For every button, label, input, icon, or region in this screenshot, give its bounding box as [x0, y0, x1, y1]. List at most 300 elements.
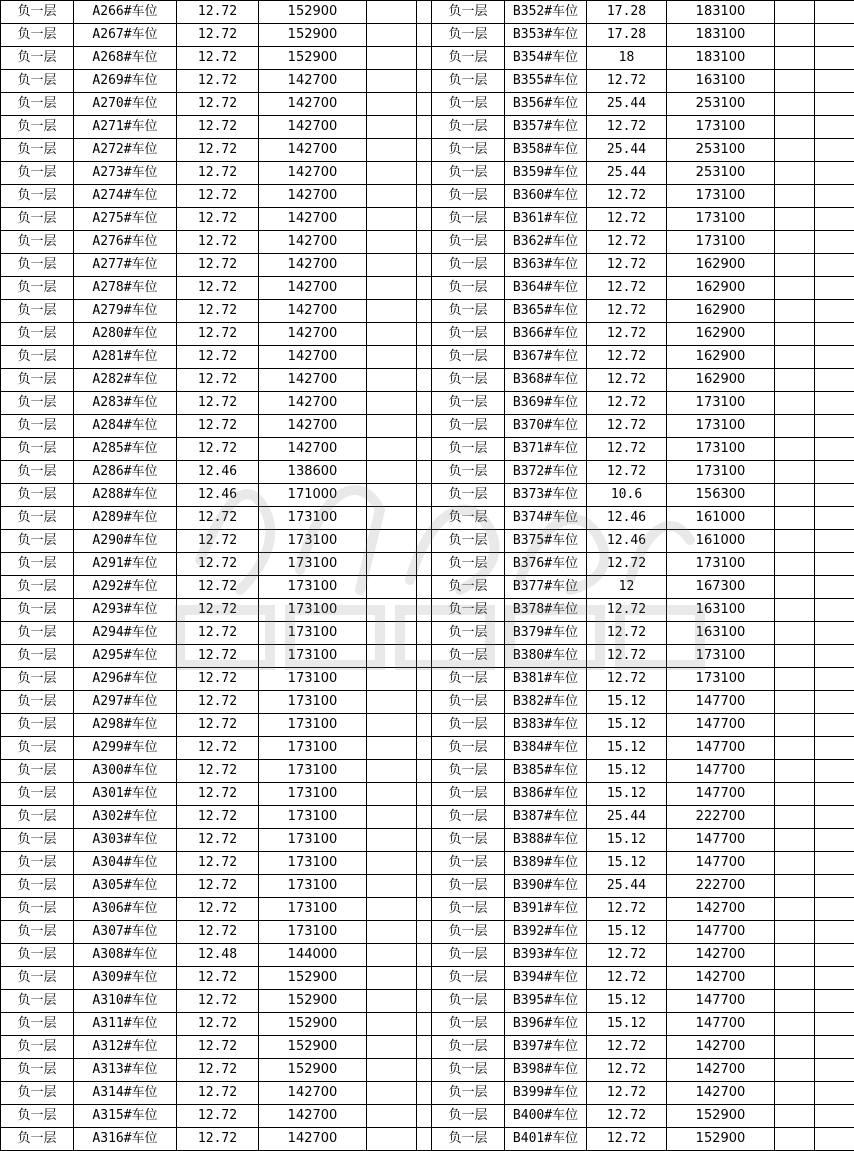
empty-cell: [775, 392, 815, 415]
empty-cell: [815, 139, 854, 162]
floor-cell: 负一层: [432, 668, 505, 691]
price-cell: 173100: [259, 829, 367, 852]
floor-cell: 负一层: [432, 898, 505, 921]
space-cell: B375#车位: [505, 530, 587, 553]
floor-cell: 负一层: [432, 185, 505, 208]
area-cell: 12.72: [177, 783, 259, 806]
empty-cell: [417, 806, 432, 829]
price-cell: 152900: [259, 24, 367, 47]
area-cell: 12.72: [177, 254, 259, 277]
table-row: [1, 990, 854, 1013]
empty-cell: [417, 783, 432, 806]
empty-cell: [367, 898, 417, 921]
price-cell: 173100: [259, 599, 367, 622]
empty-cell: [367, 1, 417, 24]
area-cell: 12.72: [587, 553, 667, 576]
table-row: [1, 668, 854, 691]
price-cell: 173100: [667, 185, 775, 208]
space-cell: A273#车位: [74, 162, 177, 185]
floor-cell: 负一层: [432, 530, 505, 553]
price-cell: 144000: [259, 944, 367, 967]
floor-cell: 负一层: [432, 254, 505, 277]
empty-cell: [775, 369, 815, 392]
area-cell: 12.72: [177, 1105, 259, 1128]
area-cell: 12.72: [177, 760, 259, 783]
area-cell: 12.72: [177, 852, 259, 875]
empty-cell: [775, 461, 815, 484]
empty-cell: [417, 346, 432, 369]
empty-cell: [815, 875, 854, 898]
empty-cell: [815, 461, 854, 484]
area-cell: 12.72: [587, 392, 667, 415]
empty-cell: [367, 737, 417, 760]
space-cell: B370#车位: [505, 415, 587, 438]
empty-cell: [775, 737, 815, 760]
empty-cell: [417, 323, 432, 346]
space-cell: B352#车位: [505, 1, 587, 24]
table-row: [1, 1, 854, 24]
price-cell: 142700: [667, 1059, 775, 1082]
price-cell: 142700: [259, 139, 367, 162]
area-cell: 12.72: [177, 24, 259, 47]
empty-cell: [417, 139, 432, 162]
empty-cell: [815, 645, 854, 668]
empty-cell: [815, 438, 854, 461]
area-cell: 12.72: [177, 277, 259, 300]
empty-cell: [815, 47, 854, 70]
area-cell: 25.44: [587, 93, 667, 116]
area-cell: 12.72: [587, 116, 667, 139]
space-cell: B378#车位: [505, 599, 587, 622]
area-cell: 12.72: [587, 208, 667, 231]
empty-cell: [367, 392, 417, 415]
price-cell: 147700: [667, 714, 775, 737]
empty-cell: [815, 208, 854, 231]
empty-cell: [775, 438, 815, 461]
price-cell: 162900: [667, 300, 775, 323]
table-row: [1, 139, 854, 162]
price-cell: 173100: [259, 737, 367, 760]
empty-cell: [775, 714, 815, 737]
empty-cell: [367, 1128, 417, 1151]
empty-cell: [417, 254, 432, 277]
floor-cell: 负一层: [432, 1082, 505, 1105]
area-cell: 12.72: [587, 323, 667, 346]
floor-cell: 负一层: [1, 875, 74, 898]
empty-cell: [417, 461, 432, 484]
empty-cell: [367, 1013, 417, 1036]
space-cell: B398#车位: [505, 1059, 587, 1082]
area-cell: 12.72: [177, 622, 259, 645]
table-row: [1, 1128, 854, 1151]
price-cell: 173100: [259, 553, 367, 576]
floor-cell: 负一层: [1, 415, 74, 438]
empty-cell: [417, 1, 432, 24]
empty-cell: [815, 530, 854, 553]
area-cell: 12.72: [177, 829, 259, 852]
floor-cell: 负一层: [432, 967, 505, 990]
price-cell: 183100: [667, 24, 775, 47]
area-cell: 12.72: [177, 392, 259, 415]
floor-cell: 负一层: [1, 1, 74, 24]
space-cell: A299#车位: [74, 737, 177, 760]
space-cell: B385#车位: [505, 760, 587, 783]
price-cell: 253100: [667, 93, 775, 116]
price-cell: 253100: [667, 139, 775, 162]
price-cell: 142700: [259, 116, 367, 139]
price-cell: 142700: [259, 300, 367, 323]
area-cell: 25.44: [587, 875, 667, 898]
empty-cell: [775, 139, 815, 162]
area-cell: 12.72: [587, 599, 667, 622]
space-cell: B363#车位: [505, 254, 587, 277]
empty-cell: [815, 507, 854, 530]
floor-cell: 负一层: [1, 93, 74, 116]
table-row: [1, 783, 854, 806]
empty-cell: [367, 921, 417, 944]
floor-cell: 负一层: [432, 760, 505, 783]
table-row: [1, 346, 854, 369]
area-cell: 12.72: [587, 231, 667, 254]
space-cell: A274#车位: [74, 185, 177, 208]
space-cell: A280#车位: [74, 323, 177, 346]
price-cell: 173100: [259, 507, 367, 530]
area-cell: 25.44: [587, 139, 667, 162]
empty-cell: [815, 967, 854, 990]
empty-cell: [815, 116, 854, 139]
price-cell: 142700: [259, 1128, 367, 1151]
empty-cell: [417, 553, 432, 576]
empty-cell: [367, 300, 417, 323]
floor-cell: 负一层: [432, 1013, 505, 1036]
empty-cell: [367, 93, 417, 116]
floor-cell: 负一层: [1, 392, 74, 415]
floor-cell: 负一层: [432, 24, 505, 47]
area-cell: 12.72: [587, 898, 667, 921]
empty-cell: [815, 553, 854, 576]
area-cell: 17.28: [587, 1, 667, 24]
table-row: [1, 507, 854, 530]
empty-cell: [815, 185, 854, 208]
floor-cell: 负一层: [432, 415, 505, 438]
area-cell: 15.12: [587, 760, 667, 783]
area-cell: 12.72: [587, 1036, 667, 1059]
table-row: [1, 484, 854, 507]
price-cell: 147700: [667, 737, 775, 760]
empty-cell: [815, 806, 854, 829]
empty-cell: [417, 369, 432, 392]
floor-cell: 负一层: [432, 300, 505, 323]
space-cell: A278#车位: [74, 277, 177, 300]
empty-cell: [367, 1059, 417, 1082]
empty-cell: [417, 1059, 432, 1082]
empty-cell: [815, 852, 854, 875]
floor-cell: 负一层: [432, 438, 505, 461]
empty-cell: [775, 1059, 815, 1082]
price-cell: 142700: [259, 277, 367, 300]
empty-cell: [417, 93, 432, 116]
empty-cell: [417, 737, 432, 760]
empty-cell: [775, 1128, 815, 1151]
empty-cell: [775, 990, 815, 1013]
floor-cell: 负一层: [432, 599, 505, 622]
area-cell: 15.12: [587, 990, 667, 1013]
space-cell: B382#车位: [505, 691, 587, 714]
empty-cell: [815, 300, 854, 323]
table-row: [1, 530, 854, 553]
space-cell: A268#车位: [74, 47, 177, 70]
price-cell: 183100: [667, 1, 775, 24]
area-cell: 12.72: [587, 1059, 667, 1082]
space-cell: B356#车位: [505, 93, 587, 116]
floor-cell: 负一层: [1, 553, 74, 576]
floor-cell: 负一层: [432, 576, 505, 599]
space-cell: B362#车位: [505, 231, 587, 254]
empty-cell: [417, 392, 432, 415]
area-cell: 12.72: [587, 300, 667, 323]
price-cell: 162900: [667, 277, 775, 300]
empty-cell: [775, 944, 815, 967]
floor-cell: 负一层: [1, 1036, 74, 1059]
empty-cell: [775, 921, 815, 944]
area-cell: 12.72: [177, 553, 259, 576]
space-cell: B394#车位: [505, 967, 587, 990]
space-cell: B373#车位: [505, 484, 587, 507]
floor-cell: 负一层: [432, 645, 505, 668]
empty-cell: [775, 415, 815, 438]
space-cell: B367#车位: [505, 346, 587, 369]
empty-cell: [417, 760, 432, 783]
price-cell: 161000: [667, 507, 775, 530]
price-cell: 173100: [259, 576, 367, 599]
area-cell: 15.12: [587, 737, 667, 760]
price-cell: 222700: [667, 806, 775, 829]
floor-cell: 负一层: [1, 1105, 74, 1128]
space-cell: A297#车位: [74, 691, 177, 714]
empty-cell: [815, 898, 854, 921]
space-cell: B359#车位: [505, 162, 587, 185]
empty-cell: [367, 70, 417, 93]
table-row: [1, 829, 854, 852]
empty-cell: [367, 645, 417, 668]
floor-cell: 负一层: [432, 622, 505, 645]
area-cell: 12.72: [177, 369, 259, 392]
empty-cell: [417, 898, 432, 921]
floor-cell: 负一层: [432, 1, 505, 24]
empty-cell: [367, 806, 417, 829]
empty-cell: [417, 1082, 432, 1105]
empty-cell: [775, 806, 815, 829]
price-cell: 173100: [259, 622, 367, 645]
space-cell: B384#车位: [505, 737, 587, 760]
space-cell: A272#车位: [74, 139, 177, 162]
floor-cell: 负一层: [1, 185, 74, 208]
space-cell: A309#车位: [74, 967, 177, 990]
empty-cell: [815, 231, 854, 254]
floor-cell: 负一层: [432, 921, 505, 944]
space-cell: B401#车位: [505, 1128, 587, 1151]
space-cell: B372#车位: [505, 461, 587, 484]
empty-cell: [815, 1128, 854, 1151]
area-cell: 15.12: [587, 691, 667, 714]
space-cell: B389#车位: [505, 852, 587, 875]
area-cell: 12.72: [177, 323, 259, 346]
empty-cell: [367, 1036, 417, 1059]
space-cell: A296#车位: [74, 668, 177, 691]
space-cell: A289#车位: [74, 507, 177, 530]
price-cell: 152900: [667, 1128, 775, 1151]
table-row: [1, 1036, 854, 1059]
area-cell: 12.72: [587, 254, 667, 277]
floor-cell: 负一层: [432, 990, 505, 1013]
empty-cell: [815, 323, 854, 346]
empty-cell: [815, 599, 854, 622]
space-cell: B395#车位: [505, 990, 587, 1013]
floor-cell: 负一层: [1, 967, 74, 990]
space-cell: B376#车位: [505, 553, 587, 576]
space-cell: A281#车位: [74, 346, 177, 369]
price-cell: 147700: [667, 921, 775, 944]
price-cell: 173100: [259, 921, 367, 944]
empty-cell: [775, 783, 815, 806]
empty-cell: [367, 185, 417, 208]
empty-cell: [815, 484, 854, 507]
empty-cell: [417, 208, 432, 231]
space-cell: A283#车位: [74, 392, 177, 415]
table-row: [1, 921, 854, 944]
space-cell: B364#车位: [505, 277, 587, 300]
floor-cell: 负一层: [1, 277, 74, 300]
area-cell: 12.72: [177, 875, 259, 898]
price-cell: 173100: [259, 806, 367, 829]
floor-cell: 负一层: [1, 507, 74, 530]
space-cell: A302#车位: [74, 806, 177, 829]
price-cell: 162900: [667, 346, 775, 369]
area-cell: 12.72: [177, 599, 259, 622]
empty-cell: [775, 691, 815, 714]
empty-cell: [775, 185, 815, 208]
floor-cell: 负一层: [432, 484, 505, 507]
empty-cell: [775, 898, 815, 921]
table-row: [1, 944, 854, 967]
floor-cell: 负一层: [1, 921, 74, 944]
empty-cell: [367, 1105, 417, 1128]
empty-cell: [775, 1, 815, 24]
area-cell: 12.72: [587, 668, 667, 691]
empty-cell: [367, 208, 417, 231]
empty-cell: [775, 576, 815, 599]
floor-cell: 负一层: [432, 346, 505, 369]
floor-cell: 负一层: [1, 645, 74, 668]
empty-cell: [815, 668, 854, 691]
price-cell: 173100: [667, 208, 775, 231]
price-cell: 171000: [259, 484, 367, 507]
area-cell: 12.72: [177, 116, 259, 139]
space-cell: A306#车位: [74, 898, 177, 921]
floor-cell: 负一层: [432, 1105, 505, 1128]
empty-cell: [775, 875, 815, 898]
price-cell: 142700: [667, 898, 775, 921]
area-cell: 12.72: [177, 1, 259, 24]
table-row: [1, 461, 854, 484]
space-cell: A288#车位: [74, 484, 177, 507]
empty-cell: [367, 576, 417, 599]
empty-cell: [417, 530, 432, 553]
space-cell: B377#车位: [505, 576, 587, 599]
floor-cell: 负一层: [432, 116, 505, 139]
price-cell: 142700: [667, 1036, 775, 1059]
table-row: [1, 760, 854, 783]
space-cell: A275#车位: [74, 208, 177, 231]
price-cell: 142700: [259, 346, 367, 369]
empty-cell: [815, 369, 854, 392]
area-cell: 15.12: [587, 829, 667, 852]
space-cell: A307#车位: [74, 921, 177, 944]
empty-cell: [367, 484, 417, 507]
empty-cell: [775, 70, 815, 93]
table-row: [1, 185, 854, 208]
empty-cell: [417, 1013, 432, 1036]
price-cell: 142700: [259, 231, 367, 254]
empty-cell: [417, 70, 432, 93]
empty-cell: [367, 231, 417, 254]
empty-cell: [815, 622, 854, 645]
empty-cell: [815, 990, 854, 1013]
empty-cell: [775, 507, 815, 530]
space-cell: A311#车位: [74, 1013, 177, 1036]
empty-cell: [775, 668, 815, 691]
empty-cell: [815, 392, 854, 415]
empty-cell: [815, 346, 854, 369]
empty-cell: [815, 1036, 854, 1059]
space-cell: A270#车位: [74, 93, 177, 116]
area-cell: 12.72: [177, 806, 259, 829]
area-cell: 12.72: [177, 415, 259, 438]
table-body: [1, 1, 854, 1151]
floor-cell: 负一层: [1, 599, 74, 622]
empty-cell: [417, 162, 432, 185]
space-cell: B369#车位: [505, 392, 587, 415]
floor-cell: 负一层: [432, 323, 505, 346]
empty-cell: [417, 1036, 432, 1059]
table-row: [1, 553, 854, 576]
price-cell: 222700: [667, 875, 775, 898]
empty-cell: [367, 139, 417, 162]
area-cell: 12.72: [177, 139, 259, 162]
price-cell: 173100: [259, 852, 367, 875]
empty-cell: [417, 829, 432, 852]
price-cell: 142700: [259, 208, 367, 231]
space-cell: A301#车位: [74, 783, 177, 806]
table-row: [1, 1059, 854, 1082]
space-cell: A298#车位: [74, 714, 177, 737]
area-cell: 12.72: [177, 1013, 259, 1036]
floor-cell: 负一层: [432, 714, 505, 737]
price-cell: 173100: [259, 875, 367, 898]
empty-cell: [417, 1105, 432, 1128]
empty-cell: [367, 116, 417, 139]
floor-cell: 负一层: [432, 392, 505, 415]
empty-cell: [417, 231, 432, 254]
space-cell: B353#车位: [505, 24, 587, 47]
empty-cell: [417, 507, 432, 530]
area-cell: 25.44: [587, 162, 667, 185]
space-cell: A303#车位: [74, 829, 177, 852]
floor-cell: 负一层: [432, 369, 505, 392]
price-cell: 173100: [667, 415, 775, 438]
space-cell: A285#车位: [74, 438, 177, 461]
empty-cell: [775, 530, 815, 553]
